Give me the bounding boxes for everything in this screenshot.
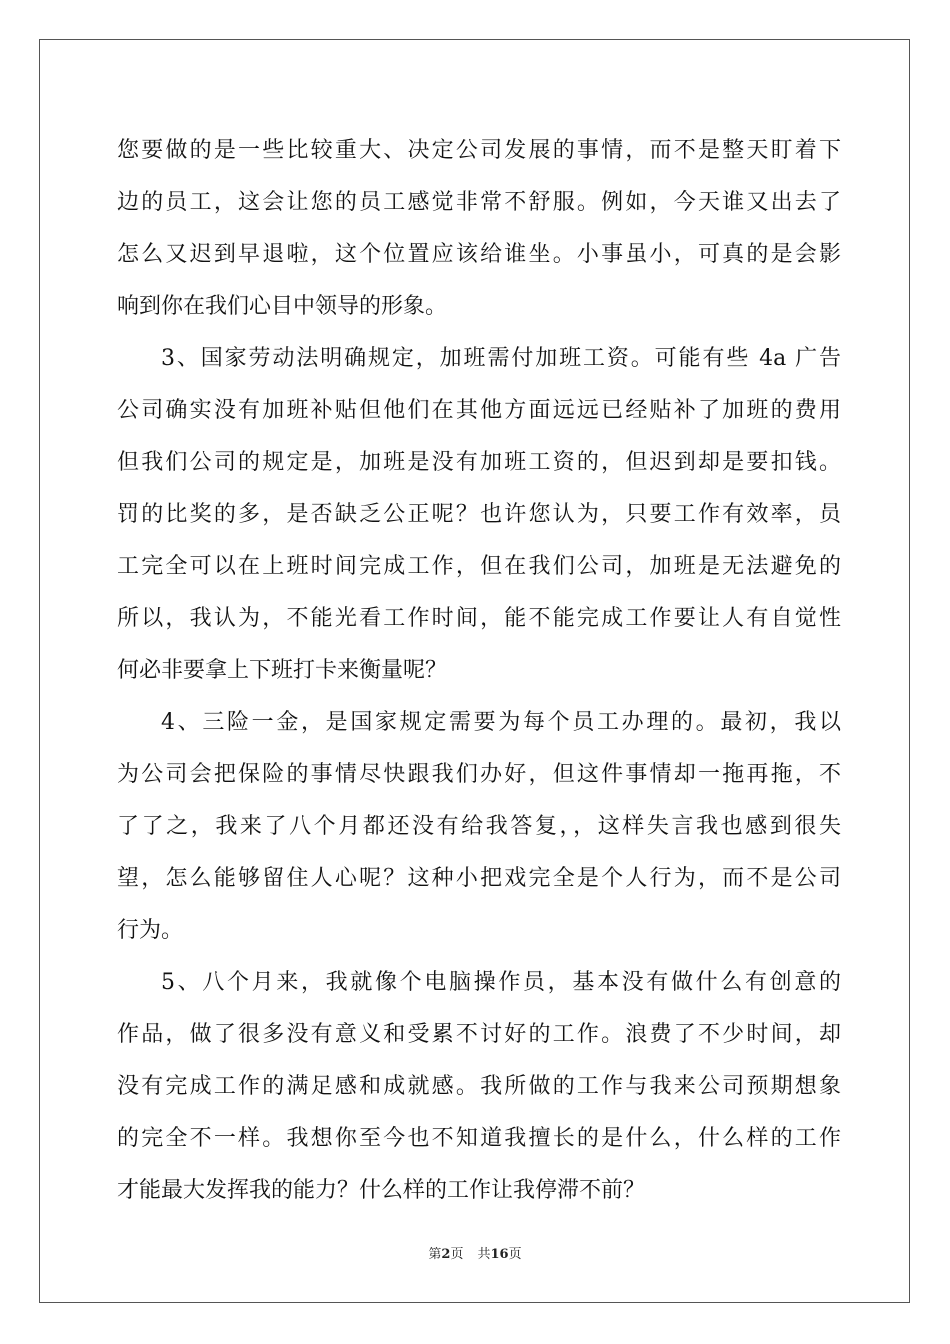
document-body <box>117 125 841 1217</box>
paragraph-3-start: 3、国家劳动法明确规定，加班需付加班工资。可能有些 4a 广告 <box>161 346 841 371</box>
text-line: 何必非要拿上下班打卡来衡量呢？ <box>117 658 448 683</box>
text-line: 的完全不一样。我想你至今也不知道我擅长的是什么，什么样的工作 <box>117 1126 841 1151</box>
page-suffix: 页 <box>450 1247 464 1262</box>
paragraph-5-start: 5、八个月来，我就像个电脑操作员，基本没有做什么有创意的 <box>161 970 841 995</box>
text-line: 了了之，我来了八个月都还没有给我答复，，这样失言我也感到很失 <box>117 814 841 839</box>
text-line: 响到你在我们心目中领导的形象。 <box>117 294 448 319</box>
text-line: 但我们公司的规定是，加班是没有加班工资的，但迟到却是要扣钱。 <box>117 450 841 475</box>
paragraph-4-start: 4、三险一金，是国家规定需要为每个员工办理的。最初，我以 <box>161 710 841 735</box>
text-line: 工完全可以在上班时间完成工作，但在我们公司，加班是无法避免的 <box>117 554 841 579</box>
text-line: 行为。 <box>117 918 184 943</box>
text-line: 罚的比奖的多，是否缺乏公正呢？也许您认为，只要工作有效率，员 <box>117 502 841 527</box>
text-line: 公司确实没有加班补贴但他们在其他方面远远已经贴补了加班的费用 <box>117 398 841 423</box>
current-page-number: 2 <box>441 1247 451 1262</box>
total-page-count: 16 <box>490 1247 509 1262</box>
text-line: 怎么又迟到早退啦，这个位置应该给谁坐。小事虽小，可真的是会影 <box>117 242 841 267</box>
total-prefix: 共 <box>477 1247 491 1262</box>
total-suffix: 页 <box>508 1247 522 1262</box>
text-line: 没有完成工作的满足感和成就感。我所做的工作与我来公司预期想象 <box>117 1074 841 1099</box>
text-line: 所以，我认为，不能光看工作时间，能不能完成工作要让人有自觉性 <box>117 606 841 631</box>
text-line: 为公司会把保险的事情尽快跟我们办好，但这件事情却一拖再拖，不 <box>117 762 841 787</box>
text-line: 边的员工，这会让您的员工感觉非常不舒服。例如，今天谁又出去了 <box>117 190 841 215</box>
text-line: 您要做的是一些比较重大、决定公司发展的事情，而不是整天盯着下 <box>117 138 841 163</box>
text-line: 才能最大发挥我的能力？什么样的工作让我停滞不前？ <box>117 1178 646 1203</box>
page-footer <box>0 1243 950 1262</box>
page-prefix: 第 <box>428 1247 442 1262</box>
text-line: 作品，做了很多没有意义和受累不讨好的工作。浪费了不少时间，却 <box>117 1022 841 1047</box>
text-line: 望，怎么能够留住人心呢？这种小把戏完全是个人行为，而不是公司 <box>117 866 841 891</box>
